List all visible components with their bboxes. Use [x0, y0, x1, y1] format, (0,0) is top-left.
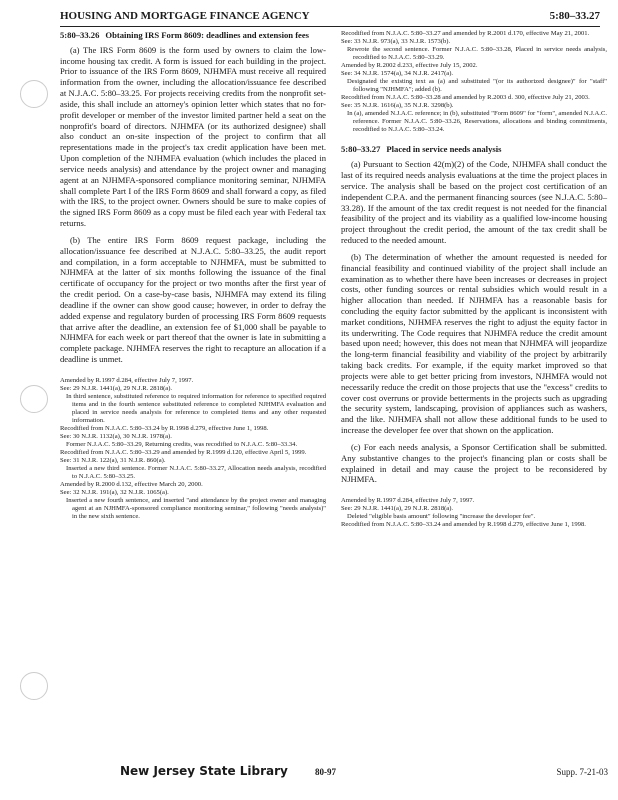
history-note: Inserted a new fourth sentence, and inserted "and attendance by the project owner and managing agent at an NJHMFA-sponsored compliance monitoring seminar," following "needs analysis)" in the new sixth sentence.: [66, 497, 326, 521]
paragraph: (b) The determination of whether the amount requested is needed for financial feasibility and continued viability of the project shall include an examination as to whether there have been increases or decreases in project costs, other funding sources or rental subsidies which would result in a higher allocation than needed. If NJHMFA has a reasonable basis for concluding the equity factor submitted by the applicant is inconsistent with market conditions, NJHMFA reserves the right to adjust the equity factor in its underwriting. The Code requires that NJHMFA reduce the credit amount based upon need; however, this does not mean that NJHMFA will jeopardize the long-term financial feasibility and viability of the project by arbitrarily taking back credits. For example, if the equity market improved so that projects were able to get better pricing from investors, NJHMFA would not necessarily reduce the credit on those projects that use the "excess" credits to cover cost overruns or provide betterments in the projects such as upgrading the security system, landscaping, provision of appliances such as washers, and the like. NJHMFA shall not allow these additional funds to be used to increase the developer fee over that shown on the application.: [341, 251, 607, 436]
history-note: See: 30 N.J.R. 1132(a), 30 N.J.R. 1978(a).: [60, 433, 172, 441]
page-footer: [60, 764, 608, 784]
history-note: See: 29 N.J.R. 1441(a), 29 N.J.R. 2818(a).: [60, 384, 173, 392]
paragraph: (b) The entire IRS Form 8609 request package, including the allocation/issuance fee described at N.J.A.C. 5:80–33.25, the audit report and compilation, in a form acceptable to NJHMFA, must be submitted to NJHMFA at the latter of six months following the issuance of the final certificate of occupancy for the project or two months after the first year of the credit period. On a case-by-case basis, NJHMFA may extend its filing deadline if the owner can show good cause; however, in order to defray the added expense and regulatory burden of processing IRS Form 8609 requests that arrive after the deadline, an extension fee of $1,000 shall be payable to NJHMFA for each week or part thereof that the owner is late in submitting a complete package. NJHMFA reserves the right to recapture an allocation if a deadline is unmet.: [60, 234, 326, 365]
section-title: Placed in service needs analysis: [386, 144, 502, 155]
header-section: 5:80–33.27: [549, 10, 600, 22]
history-note: Former N.J.A.C. 5:80–33.29, Returning credits, was recodified to N.J.A.C. 5:80–33.34.: [66, 441, 298, 449]
history-note: Designated the existing text as (a) and substituted "(or its authorized designee)" for "staff" following "NJHMFA"; added (b).: [347, 78, 607, 94]
history-notes: [341, 497, 607, 529]
history-notes: [341, 30, 607, 134]
history-note: See: 29 N.J.R. 1441(a), 29 N.J.R. 2818(a).: [341, 505, 454, 513]
section-heading: [60, 30, 326, 41]
history-note: Deleted "eligible basis amount" following "increase the developer fee".: [347, 513, 536, 521]
header-title: HOUSING AND MORTGAGE FINANCE AGENCY: [60, 10, 310, 22]
history-note: Amended by R.1997 d.284, effective July 7, 1997.: [341, 497, 475, 505]
running-header: [60, 8, 600, 27]
history-note: Inserted a new third sentence. Former N.J.A.C. 5:80–33.27, Allocation needs analysis, recodified to N.J.A.C. 5:80–33.25.: [66, 465, 326, 481]
punch-hole-mark: [20, 385, 48, 413]
paragraph: (a) The IRS Form 8609 is the form used by owners to claim the low-income housing tax credit. A form is issued for each building in the project. Prior to issuance of the IRS Form 8609, NJHMFA must receive all required information from the owner, including the allocation/issuance fee described at N.J.A.C. 5:80–33.25. For projects receiving credits from the nonprofit set-aside, this shall include an attorney's opinion letter which states that no for-profit developer or member of the investor limited partner held a seat on the nonprofit's board of directors. NJHMFA (or its authorized designee) shall also conduct an on-site inspection of the project to confirm that all representations made in the project's tax credit application have been met. Upon completion of the NJHMFA evaluation (which includes the placed in service needs analysis) and attendance by the project owner and managing agent at an NJHMFA-sponsored compliance monitoring seminar, NJHMFA shall complete Part I of the IRS Form 8609 and shall forward a copy, as filed with the IRS, to the project owner. Owners should be sure to make copies of the signed IRS Form 8609 as a copy must be filed each year with Federal tax returns.: [60, 44, 326, 229]
history-note: Amended by R.1997 d.284, effective July 7, 1997.: [60, 376, 194, 384]
history-note: Recodified from N.J.A.C. 5:80–33.29 and amended by R.1999 d.120, effective April 5, 1999.: [60, 449, 307, 457]
history-note: Recodified from N.J.A.C. 5:80–33.28 and amended by R.2003 d. 300, effective July 21, 2003.: [341, 94, 590, 102]
history-note: Recodified from N.J.A.C. 5:80–33.24 and amended by R.1998 d.279, effective June 1, 1998.: [341, 521, 586, 529]
history-note: See: 33 N.J.R. 973(a), 33 N.J.R. 1573(b).: [341, 38, 451, 46]
history-note: Recodified from N.J.A.C. 5:80–33.24 by R.1998 d.279, effective June 1, 1998.: [60, 425, 269, 433]
punch-hole-mark: [20, 80, 48, 108]
right-column: [341, 30, 607, 529]
section-number: 5:80–33.27: [341, 144, 381, 155]
history-note: Recodified from N.J.A.C. 5:80–33.27 and amended by R.2001 d.170, effective May 21, 2001.: [341, 30, 590, 37]
history-note: See: 34 N.J.R. 1574(a), 34 N.J.R. 2417(a).: [341, 70, 454, 78]
section-heading: [341, 144, 607, 155]
paragraph: (c) For each needs analysis, a Sponsor Certification shall be submitted. Any substantive changes to the project's financing plan or costs shall be explained in detail and may cause the project to be reconsidered by NJHMFA.: [341, 441, 607, 485]
left-column: [60, 30, 326, 521]
library-stamp: New Jersey State Library: [120, 764, 288, 778]
history-note: See: 32 N.J.R. 191(a), 32 N.J.R. 1065(a).: [60, 489, 169, 497]
paragraph: (a) Pursuant to Section 42(m)(2) of the Code, NJHMFA shall conduct the last of its required needs analysis evaluations at the time the project places in service. The analysis shall be based on the project cost certification of an independent C.P.A. and the permanent financing sources (see N.J.A.C. 5:80–33.28). If the amount of the tax credit request is not needed for the financial feasibility of the project and its viability as a qualified low-income housing project throughout the credit period, the amount of the tax credit shall be reduced to the needed amount.: [341, 159, 607, 246]
history-note: Rewrote the second sentence. Former N.J.A.C. 5:80–33.28, Placed in service needs analysis, recodified to N.J.A.C. 5:80–33.29.: [347, 46, 607, 62]
history-note: Amended by R.2002 d.233, effective July 15, 2002.: [341, 62, 478, 70]
history-note: In (a), amended N.J.A.C. reference; in (b), substituted "Form 8609" for "form", amended N.J.A.C. reference. Former N.J.A.C. 5:80–33.26, Reservations, allocations and binding commitments, recodified to N.J.A.C. 5:80–33.24.: [347, 110, 607, 134]
history-notes: [60, 377, 326, 522]
history-note: In third sentence, substituted reference to required information for reference to specified required items and in the fourth sentence substituted reference to completed NJHMFA evaluation and placed in service needs analysis for reference to completed items and any other requested information.: [66, 392, 326, 424]
history-note: See: 31 N.J.R. 122(a), 31 N.J.R. 860(a).: [60, 457, 166, 465]
supplement-date: Supp. 7-21-03: [556, 767, 608, 777]
section-number: 5:80–33.26: [60, 30, 100, 40]
history-note: Amended by R.2000 d.132, effective March 20, 2000.: [60, 481, 203, 489]
page-number: 80-97: [315, 767, 336, 777]
punch-hole-mark: [20, 672, 48, 700]
history-note: See: 35 N.J.R. 1616(a), 35 N.J.R. 3298(b).: [341, 102, 454, 110]
section-title: Obtaining IRS Form 8609: deadlines and extension fees: [105, 30, 310, 40]
